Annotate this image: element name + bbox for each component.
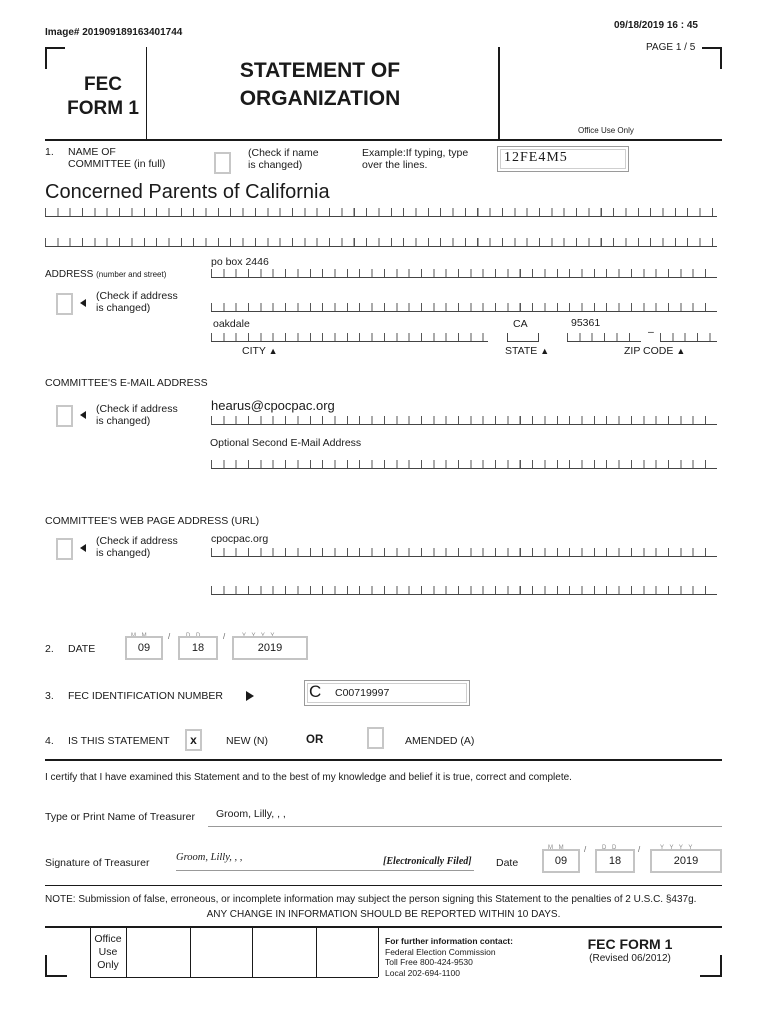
header-divider xyxy=(498,47,500,139)
item3-number: 3. xyxy=(45,690,54,702)
section-rule xyxy=(45,926,722,928)
name-changed-checkbox[interactable] xyxy=(214,152,231,174)
electronically-filed: [Electronically Filed] xyxy=(383,856,472,867)
date-day[interactable]: 18 xyxy=(178,636,218,660)
label-line: Example:If typing, type xyxy=(362,147,469,159)
header-divider xyxy=(146,47,147,139)
state-label-text: STATE xyxy=(505,345,538,357)
footer-cell-divider xyxy=(190,928,191,977)
zip-label-text: ZIP CODE xyxy=(624,345,674,357)
street-field[interactable] xyxy=(211,269,717,278)
corner-mark xyxy=(45,975,67,977)
date-slash: / xyxy=(638,845,641,854)
date-month[interactable]: 09 xyxy=(125,636,163,660)
city-value: oakdale xyxy=(213,318,250,330)
label-line: COMMITTEE (in full) xyxy=(68,158,166,170)
arrow-up-icon: ▲ xyxy=(268,346,278,356)
office-use-label: Office Use Only xyxy=(578,126,634,135)
form-line-2: FORM 1 xyxy=(67,98,139,119)
footer-cell-divider xyxy=(316,928,317,977)
committee-name-field[interactable] xyxy=(45,208,717,217)
web-label: COMMITTEE'S WEB PAGE ADDRESS (URL) xyxy=(45,515,260,527)
footer-office-use xyxy=(90,933,126,972)
treasurer-line xyxy=(208,826,722,827)
state-value: CA xyxy=(513,318,528,330)
zip4-field[interactable] xyxy=(660,333,717,342)
contact-line: Toll Free 800-424-9530 xyxy=(385,957,473,967)
example-code: 12FE4M5 xyxy=(504,150,568,165)
item4-number: 4. xyxy=(45,735,54,747)
corner-mark xyxy=(720,47,722,69)
pointer-icon xyxy=(80,411,86,419)
form-line-1: FEC xyxy=(84,74,122,95)
month-hint: M M xyxy=(548,845,566,851)
email-field[interactable] xyxy=(211,416,717,425)
pointer-icon xyxy=(80,299,86,307)
section-rule xyxy=(45,759,722,761)
pointer-icon xyxy=(80,544,86,552)
contact-title: For further information contact: xyxy=(385,936,513,946)
address-changed-checkbox[interactable] xyxy=(56,293,73,315)
note-line-2: ANY CHANGE IN INFORMATION SHOULD BE REPORTED WITHIN 10 DAYS. xyxy=(206,909,561,920)
zip-label xyxy=(624,345,685,357)
amended-checkbox[interactable] xyxy=(367,727,384,749)
header-rule xyxy=(45,139,722,141)
item1-number: 1. xyxy=(45,146,54,158)
typing-example-box xyxy=(497,146,629,172)
email-changed-label xyxy=(96,403,178,427)
label-line: is changed) xyxy=(96,302,151,314)
committee-name-field-2[interactable] xyxy=(45,238,717,247)
label-line: is changed) xyxy=(96,547,151,559)
city-label-text: CITY xyxy=(242,345,266,357)
web-changed-label xyxy=(96,535,178,559)
corner-mark xyxy=(45,955,47,977)
arrow-up-icon: ▲ xyxy=(540,346,550,356)
address-label-text: ADDRESS xyxy=(45,269,94,280)
label-line: (Check if name xyxy=(248,147,319,159)
address-changed-label xyxy=(96,290,178,314)
web-field[interactable] xyxy=(211,548,717,557)
or-label: OR xyxy=(306,734,324,746)
cert-date-label: Date xyxy=(496,857,519,869)
contact-line: Local 202-694-1100 xyxy=(385,967,460,978)
new-checkbox[interactable]: x xyxy=(185,729,202,751)
zip-field[interactable] xyxy=(567,333,641,342)
city-label xyxy=(242,345,278,357)
date-slash: / xyxy=(584,845,587,854)
city-field[interactable] xyxy=(211,333,488,342)
treasurer-label: Type or Print Name of Treasurer xyxy=(45,811,195,823)
committee-name-value[interactable]: Concerned Parents of California xyxy=(45,181,330,203)
email-changed-checkbox[interactable] xyxy=(56,405,73,427)
label-line: (Check if address xyxy=(96,535,178,547)
corner-mark xyxy=(700,975,722,977)
web-value: cpocpac.org xyxy=(211,533,269,545)
zip-value: 95361 xyxy=(571,317,601,329)
day-hint: D D xyxy=(186,633,203,639)
page-number: PAGE 1 / 5 xyxy=(646,42,696,53)
label-line: over the lines. xyxy=(362,159,428,171)
note-line-1: NOTE: Submission of false, erroneous, or incomplete information may subject the person signing this Statement to the penalties of 2 U.S.C. §437g. xyxy=(45,894,697,905)
pointer-right-icon xyxy=(246,691,254,701)
page-title xyxy=(150,57,490,113)
label-line: is changed) xyxy=(96,415,151,427)
label-line: NAME OF xyxy=(68,146,116,158)
treasurer-name[interactable]: Groom, Lilly, , , xyxy=(216,808,286,820)
statement-type-label: IS THIS STATEMENT xyxy=(68,735,170,747)
state-label xyxy=(505,345,549,357)
footer-cell-divider xyxy=(126,928,127,977)
date-slash: / xyxy=(223,632,226,641)
date-label: DATE xyxy=(68,643,96,655)
email-label: COMMITTEE'S E-MAIL ADDRESS xyxy=(45,377,208,389)
street-value: po box 2446 xyxy=(211,256,269,268)
title-line-1: STATEMENT OF xyxy=(239,59,401,82)
signature-value: Groom, Lilly, , , xyxy=(176,852,243,863)
label-line: (Check if address xyxy=(96,403,178,415)
signature-line xyxy=(176,870,474,871)
day-hint: D D xyxy=(602,845,619,851)
email-value: hearus@cpocpac.org xyxy=(211,398,335,413)
cert-date-month[interactable]: 09 xyxy=(542,849,580,873)
state-field[interactable] xyxy=(507,333,539,342)
new-label: NEW (N) xyxy=(226,735,268,747)
form-number xyxy=(60,73,146,121)
item2-number: 2. xyxy=(45,643,54,655)
cert-date-day[interactable]: 18 xyxy=(595,849,635,873)
month-hint: M M xyxy=(131,633,149,639)
email2-field[interactable] xyxy=(211,460,717,469)
label-line: is changed) xyxy=(248,159,303,171)
fec-id-prefix: C xyxy=(309,682,322,701)
office-line: Use xyxy=(98,946,118,958)
typing-example-label xyxy=(362,147,468,171)
date-year[interactable]: 2019 xyxy=(232,636,308,660)
footer-cell-divider xyxy=(378,928,379,977)
corner-mark xyxy=(720,955,722,977)
fec-id-value: C00719997 xyxy=(335,687,390,699)
date-slash: / xyxy=(168,632,171,641)
web-field-2[interactable] xyxy=(211,586,717,595)
year-hint: Y Y Y Y xyxy=(242,633,277,639)
address-label xyxy=(45,269,166,280)
address-sub-label: (number and street) xyxy=(96,270,167,279)
committee-name-label xyxy=(68,146,165,170)
web-changed-checkbox[interactable] xyxy=(56,538,73,560)
contact-info xyxy=(385,936,513,978)
corner-mark xyxy=(45,47,65,49)
year-hint: Y Y Y Y xyxy=(660,845,695,851)
section-rule xyxy=(45,885,722,886)
footer-form-name: FEC FORM 1 xyxy=(587,936,673,952)
fec-id-label: FEC IDENTIFICATION NUMBER xyxy=(68,690,223,702)
fec-id-box[interactable] xyxy=(304,680,470,706)
signature-label: Signature of Treasurer xyxy=(45,857,150,869)
name-changed-label xyxy=(248,147,319,171)
title-line-2: ORGANIZATION xyxy=(239,87,401,110)
footer-cell-divider xyxy=(252,928,253,977)
amended-label: AMENDED (A) xyxy=(405,735,475,747)
timestamp: 09/18/2019 16 : 45 xyxy=(614,20,698,31)
footer-revised: (Revised 06/2012) xyxy=(589,953,671,964)
label-line: (Check if address xyxy=(96,290,178,302)
contact-line: Federal Election Commission xyxy=(385,946,496,957)
corner-mark xyxy=(702,47,722,49)
certification-text: I certify that I have examined this Statement and to the best of my knowledge and belief it is true, correct and complete. xyxy=(45,772,572,783)
office-line: Only xyxy=(97,959,119,971)
footer-cell-bottom xyxy=(90,977,378,978)
email2-label: Optional Second E-Mail Address xyxy=(210,437,362,449)
image-id: Image# 201909189163401744 xyxy=(45,27,183,38)
cert-date-year[interactable]: 2019 xyxy=(650,849,722,873)
street-field-2[interactable] xyxy=(211,303,717,312)
zip-dash: – xyxy=(648,326,654,338)
office-line: Office xyxy=(94,933,122,945)
corner-mark xyxy=(45,47,47,69)
arrow-up-icon: ▲ xyxy=(676,346,686,356)
